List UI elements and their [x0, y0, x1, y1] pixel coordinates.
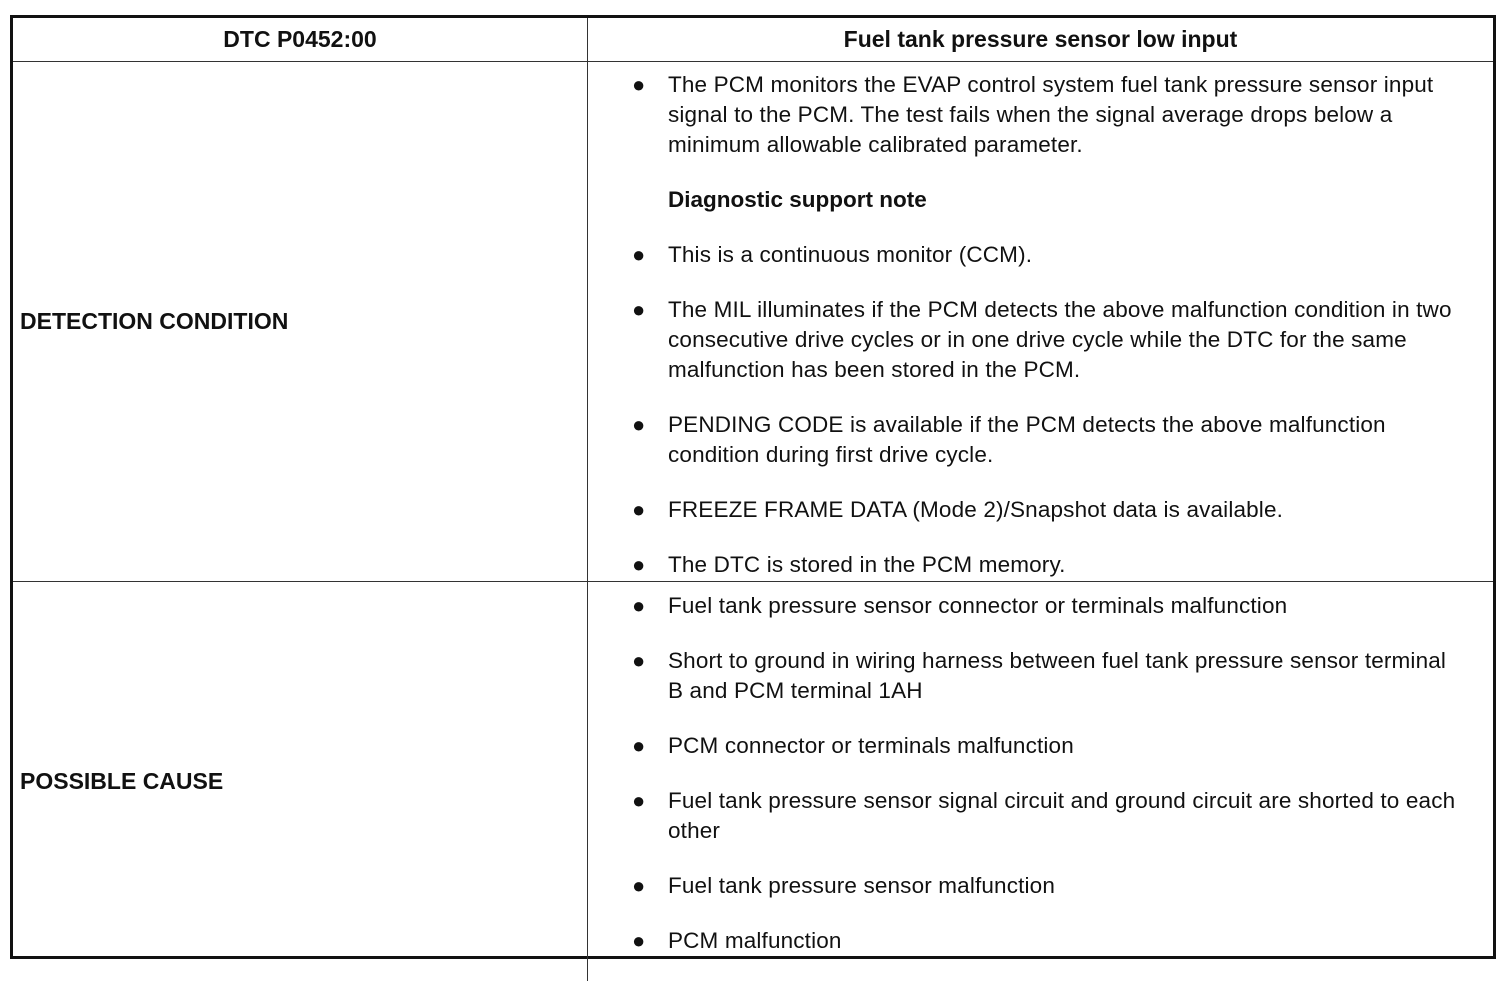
bullet-icon: ●: [632, 648, 646, 673]
detection-condition-label: DETECTION CONDITION: [13, 62, 588, 582]
detection-note-item: [632, 410, 1493, 470]
possible-cause-text: Fuel tank pressure sensor connector or terminals malfunction: [668, 593, 1288, 618]
dtc-code-header: DTC P0452:00: [13, 18, 588, 62]
possible-cause-text: PCM connector or terminals malfunction: [668, 733, 1074, 758]
possible-cause-text: PCM malfunction: [668, 928, 842, 953]
dtc-description-header: Fuel tank pressure sensor low input: [588, 18, 1493, 62]
bullet-icon: ●: [632, 497, 646, 522]
detection-condition-content: [588, 62, 1493, 582]
detection-note-text: FREEZE FRAME DATA (Mode 2)/Snapshot data is available.: [668, 497, 1284, 522]
possible-cause-text: Short to ground in wiring harness between fuel tank pressure sensor terminal B and PCM terminal 1AH: [668, 648, 1447, 703]
detection-note-item: [632, 240, 1493, 270]
detection-note-text: The DTC is stored in the PCM memory.: [668, 552, 1066, 577]
bullet-icon: ●: [632, 242, 646, 267]
bullet-icon: ●: [632, 788, 646, 813]
bullet-icon: ●: [632, 928, 646, 953]
diagnostic-support-note-heading: Diagnostic support note: [668, 187, 927, 212]
possible-cause-item: [632, 871, 1493, 901]
possible-cause-item: [632, 926, 1493, 956]
bullet-icon: ●: [632, 297, 646, 322]
detection-note-text: This is a continuous monitor (CCM).: [668, 242, 1033, 267]
detection-note-item: [632, 550, 1493, 580]
possible-cause-item: [632, 591, 1493, 621]
possible-cause-item: [632, 646, 1493, 706]
bullet-icon: ●: [632, 733, 646, 758]
bullet-icon: ●: [632, 873, 646, 898]
possible-cause-item: [632, 786, 1493, 846]
dtc-table: [10, 15, 1496, 959]
detection-note-item: [632, 295, 1493, 385]
possible-cause-text: Fuel tank pressure sensor signal circuit and ground circuit are shorted to each other: [668, 788, 1456, 843]
bullet-icon: ●: [632, 552, 646, 577]
bullet-icon: ●: [632, 593, 646, 618]
detection-note-text: PENDING CODE is available if the PCM detects the above malfunction condition during first drive cycle.: [668, 412, 1386, 467]
possible-cause-label: POSSIBLE CAUSE: [13, 582, 588, 981]
possible-cause-text: Fuel tank pressure sensor malfunction: [668, 873, 1055, 898]
detection-intro-text: The PCM monitors the EVAP control system fuel tank pressure sensor input signal to the PCM. The test fails when the signal average drops below a minimum allowable calibrated parameter.: [668, 72, 1434, 157]
detection-intro-item: [632, 70, 1493, 160]
bullet-icon: ●: [632, 412, 646, 437]
possible-cause-content: [588, 582, 1493, 981]
detection-note-text: The MIL illuminates if the PCM detects the above malfunction condition in two consecutive drive cycles or in one drive cycle while the DTC for the same malfunction has been stored in the PCM.: [668, 297, 1452, 382]
bullet-icon: ●: [632, 72, 646, 97]
detection-note-item: [632, 495, 1493, 525]
possible-cause-item: [632, 731, 1493, 761]
